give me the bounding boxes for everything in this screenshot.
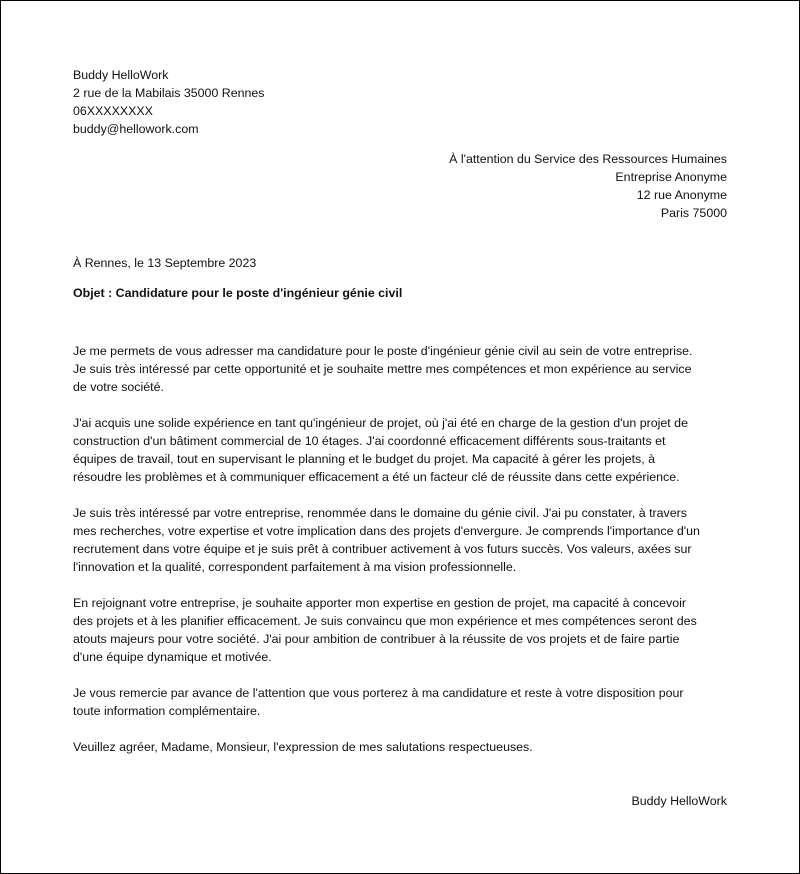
sender-name: Buddy HelloWork — [73, 68, 169, 82]
signature: Buddy HelloWork — [631, 794, 727, 808]
paragraph-line: l'innovation et la qualité, correspondent parfaitement à ma vision professionnelle. — [73, 560, 517, 574]
paragraph-intro — [73, 342, 733, 396]
recipient-company: Entreprise Anonyme — [615, 170, 727, 184]
paragraph-thanks — [73, 684, 733, 720]
paragraph-line: toute information complémentaire. — [73, 704, 261, 718]
paragraph-company-interest — [73, 504, 733, 576]
paragraph-experience — [73, 414, 733, 486]
paragraph-line: résoudre les problèmes et à communiquer efficacement a été un facteur clé de réussite dans cette expérience. — [73, 470, 680, 484]
paragraph-line: Je suis très intéressé par votre entreprise, renommée dans le domaine du génie civil. J'ai pu constater, à travers — [73, 506, 687, 520]
date-line: À Rennes, le 13 Septembre 2023 — [73, 256, 257, 270]
paragraph-line: recrutement dans votre équipe et je suis prêt à contribuer activement à vos futurs succès. Vos valeurs, axées sur — [73, 542, 692, 556]
letter-body — [73, 342, 733, 774]
paragraph-line: atouts majeurs pour votre société. J'ai pour ambition de contribuer à la réussite de vos projets et de faire partie — [73, 632, 680, 646]
paragraph-line: Je vous remercie par avance de l'attention que vous porterez à ma candidature et reste à votre disposition pour — [73, 686, 684, 700]
paragraph-line: des projets et à les planifier efficacement. Je suis convaincu que mon expérience et mes compétences seront des — [73, 614, 697, 628]
sender-address: 2 rue de la Mabilais 35000 Rennes — [73, 86, 265, 100]
sender-phone: 06XXXXXXXX — [73, 104, 153, 118]
sender-block — [73, 66, 265, 138]
paragraph-line: Je suis très intéressé par cette opportunité et je souhaite mettre mes compétences et mon expérience au service — [73, 362, 692, 376]
recipient-block — [449, 150, 727, 222]
subject-line: Objet : Candidature pour le poste d'ingénieur génie civil — [73, 286, 403, 300]
sender-email: buddy@hellowork.com — [73, 122, 199, 136]
paragraph-line: d'une équipe dynamique et motivée. — [73, 650, 272, 664]
paragraph-line: Veuillez agréer, Madame, Monsieur, l'expression de mes salutations respectueuses. — [73, 740, 533, 754]
paragraph-line: de votre société. — [73, 380, 164, 394]
paragraph-line: J'ai acquis une solide expérience en tant qu'ingénieur de projet, où j'ai été en charge de la gestion d'un projet de — [73, 416, 688, 430]
paragraph-line: construction d'un bâtiment commercial de 10 étages. J'ai coordonné efficacement différents sous-traitants et — [73, 434, 666, 448]
recipient-city: Paris 75000 — [660, 206, 727, 220]
paragraph-closing — [73, 738, 733, 756]
paragraph-line: mes recherches, votre expertise et votre implication dans des projets d'envergure. Je comprends l'importance d'un — [73, 524, 700, 538]
paragraph-contribution — [73, 594, 733, 666]
recipient-attention: À l'attention du Service des Ressources Humaines — [449, 152, 727, 166]
paragraph-line: Je me permets de vous adresser ma candidature pour le poste d'ingénieur génie civil au sein de votre entreprise. — [73, 344, 693, 358]
paragraph-line: équipes de travail, tout en supervisant le planning et le budget du projet. Ma capacité à gérer les projets, à — [73, 452, 656, 466]
recipient-street: 12 rue Anonyme — [636, 188, 727, 202]
paragraph-line: En rejoignant votre entreprise, je souhaite apporter mon expertise en gestion de projet, ma capacité à concevoir — [73, 596, 687, 610]
